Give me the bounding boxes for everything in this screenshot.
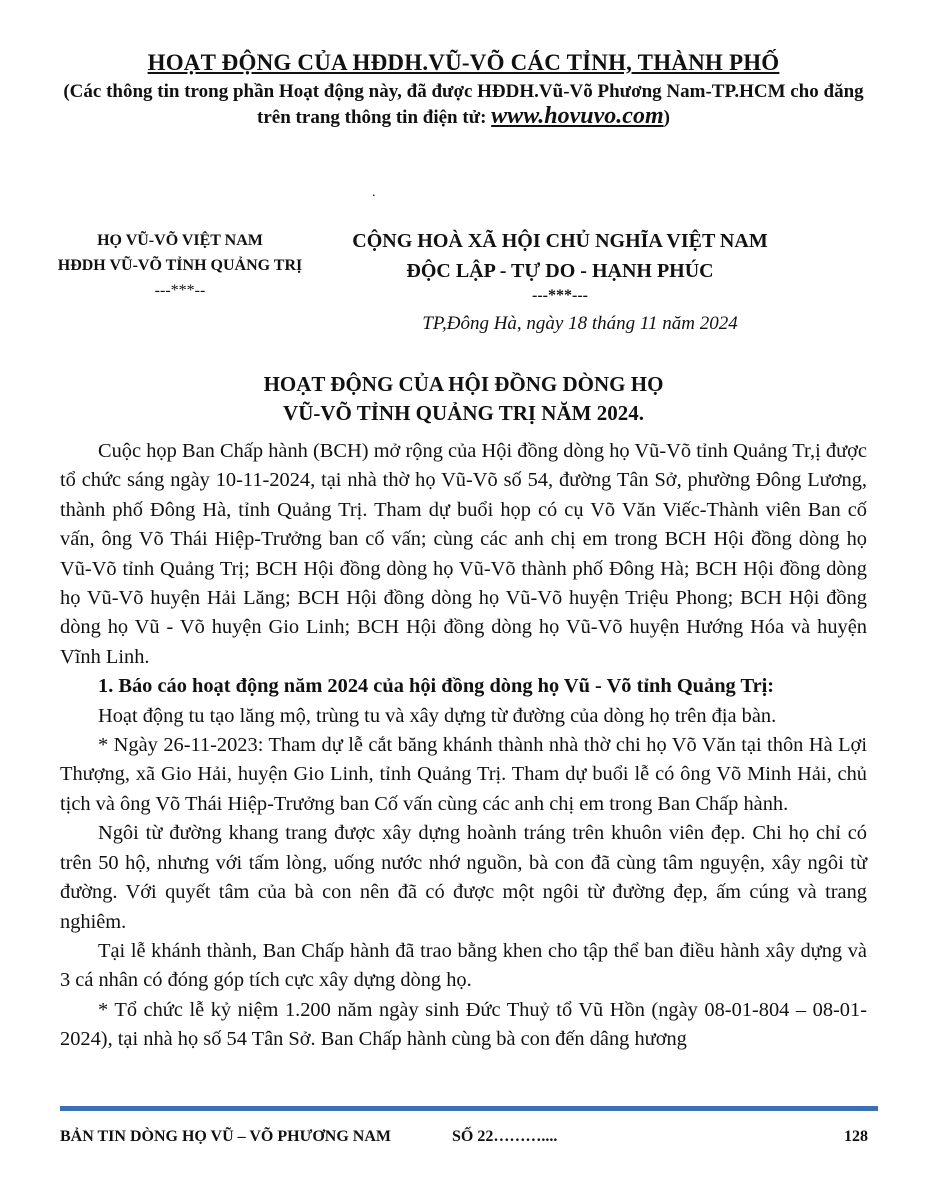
document-title-line1: HOẠT ĐỘNG CỦA HỘI ĐỒNG DÒNG HỌ xyxy=(263,372,664,396)
document-date: TP,Đông Hà, ngày 18 tháng 11 năm 2024 xyxy=(422,313,738,334)
website-link[interactable]: www.hovuvo.com xyxy=(491,103,664,129)
national-motto-header xyxy=(310,226,810,306)
stray-dot: . xyxy=(372,185,376,200)
organization-divider: ---***-- xyxy=(154,282,206,299)
footer-rule xyxy=(60,1106,878,1111)
organization-header xyxy=(30,228,330,303)
organization-branch: HĐDH VŨ-VÕ TỈNH QUẢNG TRỊ xyxy=(57,257,303,274)
note-closing: ) xyxy=(663,107,670,128)
document-title xyxy=(60,370,867,428)
paragraph-anniversary: * Tổ chức lễ kỷ niệm 1.200 năm ngày sinh Đức Thuỷ tổ Vũ Hồn (ngày 08-01-804 – 08-01-2024), tại nhà họ số 54 Tân Sở. Ban Chấp hành cùng bà con đến dâng hương xyxy=(60,998,867,1051)
document-title-line2: VŨ-VÕ TỈNH QUẢNG TRỊ NĂM 2024. xyxy=(283,401,644,425)
section-title: HOẠT ĐỘNG CỦA HĐDH.VŨ-VÕ CÁC TỈNH, THÀNH PHỐ xyxy=(147,50,780,75)
paragraph-awards: Tại lễ khánh thành, Ban Chấp hành đã trao bằng khen cho tập thể ban điều hành xây dựng và 3 cá nhân có đóng góp tích cực xây dựng dòng họ. xyxy=(60,939,867,992)
paragraph-meeting: Cuộc họp Ban Chấp hành (BCH) mở rộng của Hội đồng dòng họ Vũ-Võ tỉnh Quảng Tr,ị được tổ chức sáng ngày 10-11-2024, tại nhà thờ họ Vũ-Võ số 54, đường Tân Sở, phường Đông Lương, thành phố Đông Hà, tỉnh Quảng Trị. Tham dự buổi họp có cụ Võ Văn Viếc-Thành viên Ban cố vấn, ông Võ Thái Hiệp-Trưởng ban cố vấn; cùng các anh chị em trong BCH Hội đồng dòng họ Vũ-Võ tỉnh Quảng Trị; BCH Hội đồng dòng họ Vũ-Võ thành phố Đông Hà; BCH Hội đồng dòng họ Vũ-Võ huyện Hải Lăng; BCH Hội đồng dòng họ Vũ-Võ huyện Triệu Phong; BCH Hội đồng dòng họ Vũ - Võ huyện Gio Linh; BCH Hội đồng dòng họ Vũ-Võ huyện Hướng Hóa và huyện Vĩnh Linh. xyxy=(60,440,867,668)
national-motto: ĐỘC LẬP - TỰ DO - HẠNH PHÚC xyxy=(406,260,714,282)
footer-issue: SỐ 22……….... xyxy=(452,1128,558,1145)
footer-publication: BẢN TIN DÒNG HỌ VŨ – VÕ PHƯƠNG NAM xyxy=(60,1128,391,1145)
motto-divider: ---***--- xyxy=(532,287,588,304)
document-body xyxy=(60,437,867,1055)
note-text: (Các thông tin trong phần Hoạt động này, đã được HĐDH.Vũ-Võ Phương Nam-TP.HCM cho đăng trên trang thông tin điện tử: xyxy=(63,81,864,128)
section-heading-report: 1. Báo cáo hoạt động năm 2024 của hội đồng dòng họ Vũ - Võ tỉnh Quảng Trị: xyxy=(98,675,775,698)
organization-name: HỌ VŨ-VÕ VIỆT NAM xyxy=(97,232,263,249)
paragraph-shrine: Ngôi từ đường khang trang được xây dựng hoành tráng trên khuôn viên đẹp. Chi họ chỉ có trên 50 hộ, nhưng với tấm lòng, uống nước nhớ nguồn, bà con đã cùng tâm nguyện, xây ngôi từ đường. Với quyết tâm của bà con nên đã có được một ngôi từ đường đẹp, ấm cúng và trang nghiêm. xyxy=(60,822,867,933)
page-number: 128 xyxy=(844,1128,868,1145)
national-name: CỘNG HOÀ XÃ HỘI CHỦ NGHĨA VIỆT NAM xyxy=(352,230,768,252)
paragraph-activities: Hoạt động tu tạo lăng mộ, trùng tu và xây dựng từ đường của dòng họ trên địa bàn. xyxy=(98,704,777,727)
publication-note xyxy=(60,80,867,130)
paragraph-inauguration: * Ngày 26-11-2023: Tham dự lễ cắt băng khánh thành nhà thờ chi họ Võ Văn tại thôn Hà Lợi Thượng, xã Gio Hải, huyện Gio Linh, tỉnh Quảng Trị. Tham dự buổi lễ có ông Võ Minh Hải, chủ tịch và ông Võ Thái Hiệp-Trưởng ban Cố vấn cùng các anh chị em trong Ban Chấp hành. xyxy=(60,734,867,815)
